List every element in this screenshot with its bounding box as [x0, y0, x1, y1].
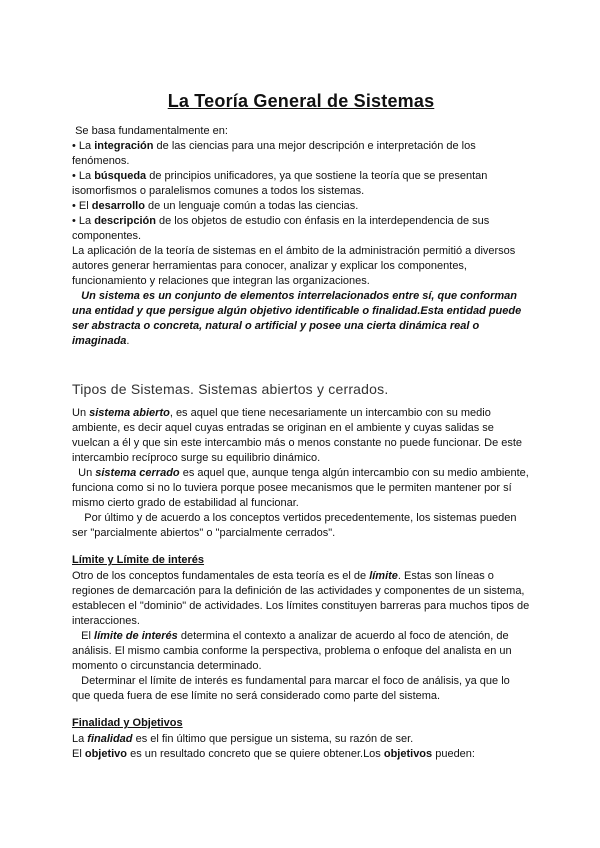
definition-paragraph: Un sistema es un conjunto de elementos interrelacionados entre sí, que conforman una entidad y que persigue algún objetivo identificable o finalidad.Esta entidad puede ser abstracta o concreta, natural o artificial y posee una cierta dinámica real o imaginada. — [72, 290, 522, 347]
section-heading-tipos: Tipos de Sistemas. Sistemas abiertos y cerrados. — [72, 381, 389, 397]
intro-line: Se basa fundamentalmente en: — [75, 125, 228, 137]
paragraph-ultimo: Por último y de acuerdo a los conceptos vertidos precedentemente, los sistemas pueden ser "parcialmente abiertos" o "parcialmente cerrados". — [72, 512, 517, 539]
bullet-item: • La descripción de los objetos de estudio con énfasis en la interdependencia de sus componentes. — [72, 215, 490, 242]
paragraph-finalidad: La finalidad es el fin último que persigue un sistema, su razón de ser. — [72, 733, 414, 745]
document-page — [72, 90, 530, 762]
document-title: La Teoría General de Sistemas — [167, 91, 435, 111]
paragraph-admin: La aplicación de la teoría de sistemas en el ámbito de la administración permitió a diversos autores generar herramientas para conocer, analizar y explicar los componentes, funcionamiento y relaciones que integran las organizaciones. — [72, 245, 516, 287]
paragraph-objetivo: El objetivo es un resultado concreto que se quiere obtener.Los objetivos pueden: — [72, 748, 475, 760]
section-heading-limite: Límite y Límite de interés — [72, 554, 205, 566]
bullet-item: • El desarrollo de un lenguaje común a todas las ciencias. — [72, 200, 359, 212]
paragraph-limite-1: Otro de los conceptos fundamentales de esta teoría es el de límite. Estas son líneas o regiones de demarcación para la definición de las actividades y componentes de un sistema, establecen el "dominio" de actividades. Los límites constituyen barreras para muchos tipos de interacciones. — [72, 570, 530, 627]
paragraph-limite-2: El límite de interés determina el contexto a analizar de acuerdo al foco de atención, de análisis. El mismo cambia conforme la perspectiva, problema o enfoque del analista en un momento o circunstancia determinado. — [72, 630, 512, 672]
paragraph-limite-3: Determinar el límite de interés es fundamental para marcar el foco de análisis, ya que lo que queda fuera de ese límite no será considerado como parte del sistema. — [72, 675, 510, 702]
section-heading-finalidad: Finalidad y Objetivos — [72, 717, 183, 729]
bullet-item: • La integración de las ciencias para una mejor descripción e interpretación de los fenómenos. — [72, 140, 476, 167]
paragraph-abierto: Un sistema abierto, es aquel que tiene necesariamente un intercambio con su medio ambiente, es decir aquel cuyas entradas se originan en el ambiente y cuyas salidas se vuelcan a él y que sin este intercambio más o menos constante no puede funcionar. De este intercambio recíproco surge su equilibrio dinámico. — [72, 407, 523, 464]
paragraph-cerrado: Un sistema cerrado es aquel que, aunque tenga algún intercambio con su medio ambiente, funciona como si no lo tuviera porque posee mecanismos que le permiten mantener por sí mismo cierto grado de estabilidad al funcionar. — [72, 467, 529, 509]
bullet-item: • La búsqueda de principios unificadores, ya que sostiene la teoría que se presentan isomorfismos o paralelismos comunes a todos los sistemas. — [72, 170, 488, 197]
